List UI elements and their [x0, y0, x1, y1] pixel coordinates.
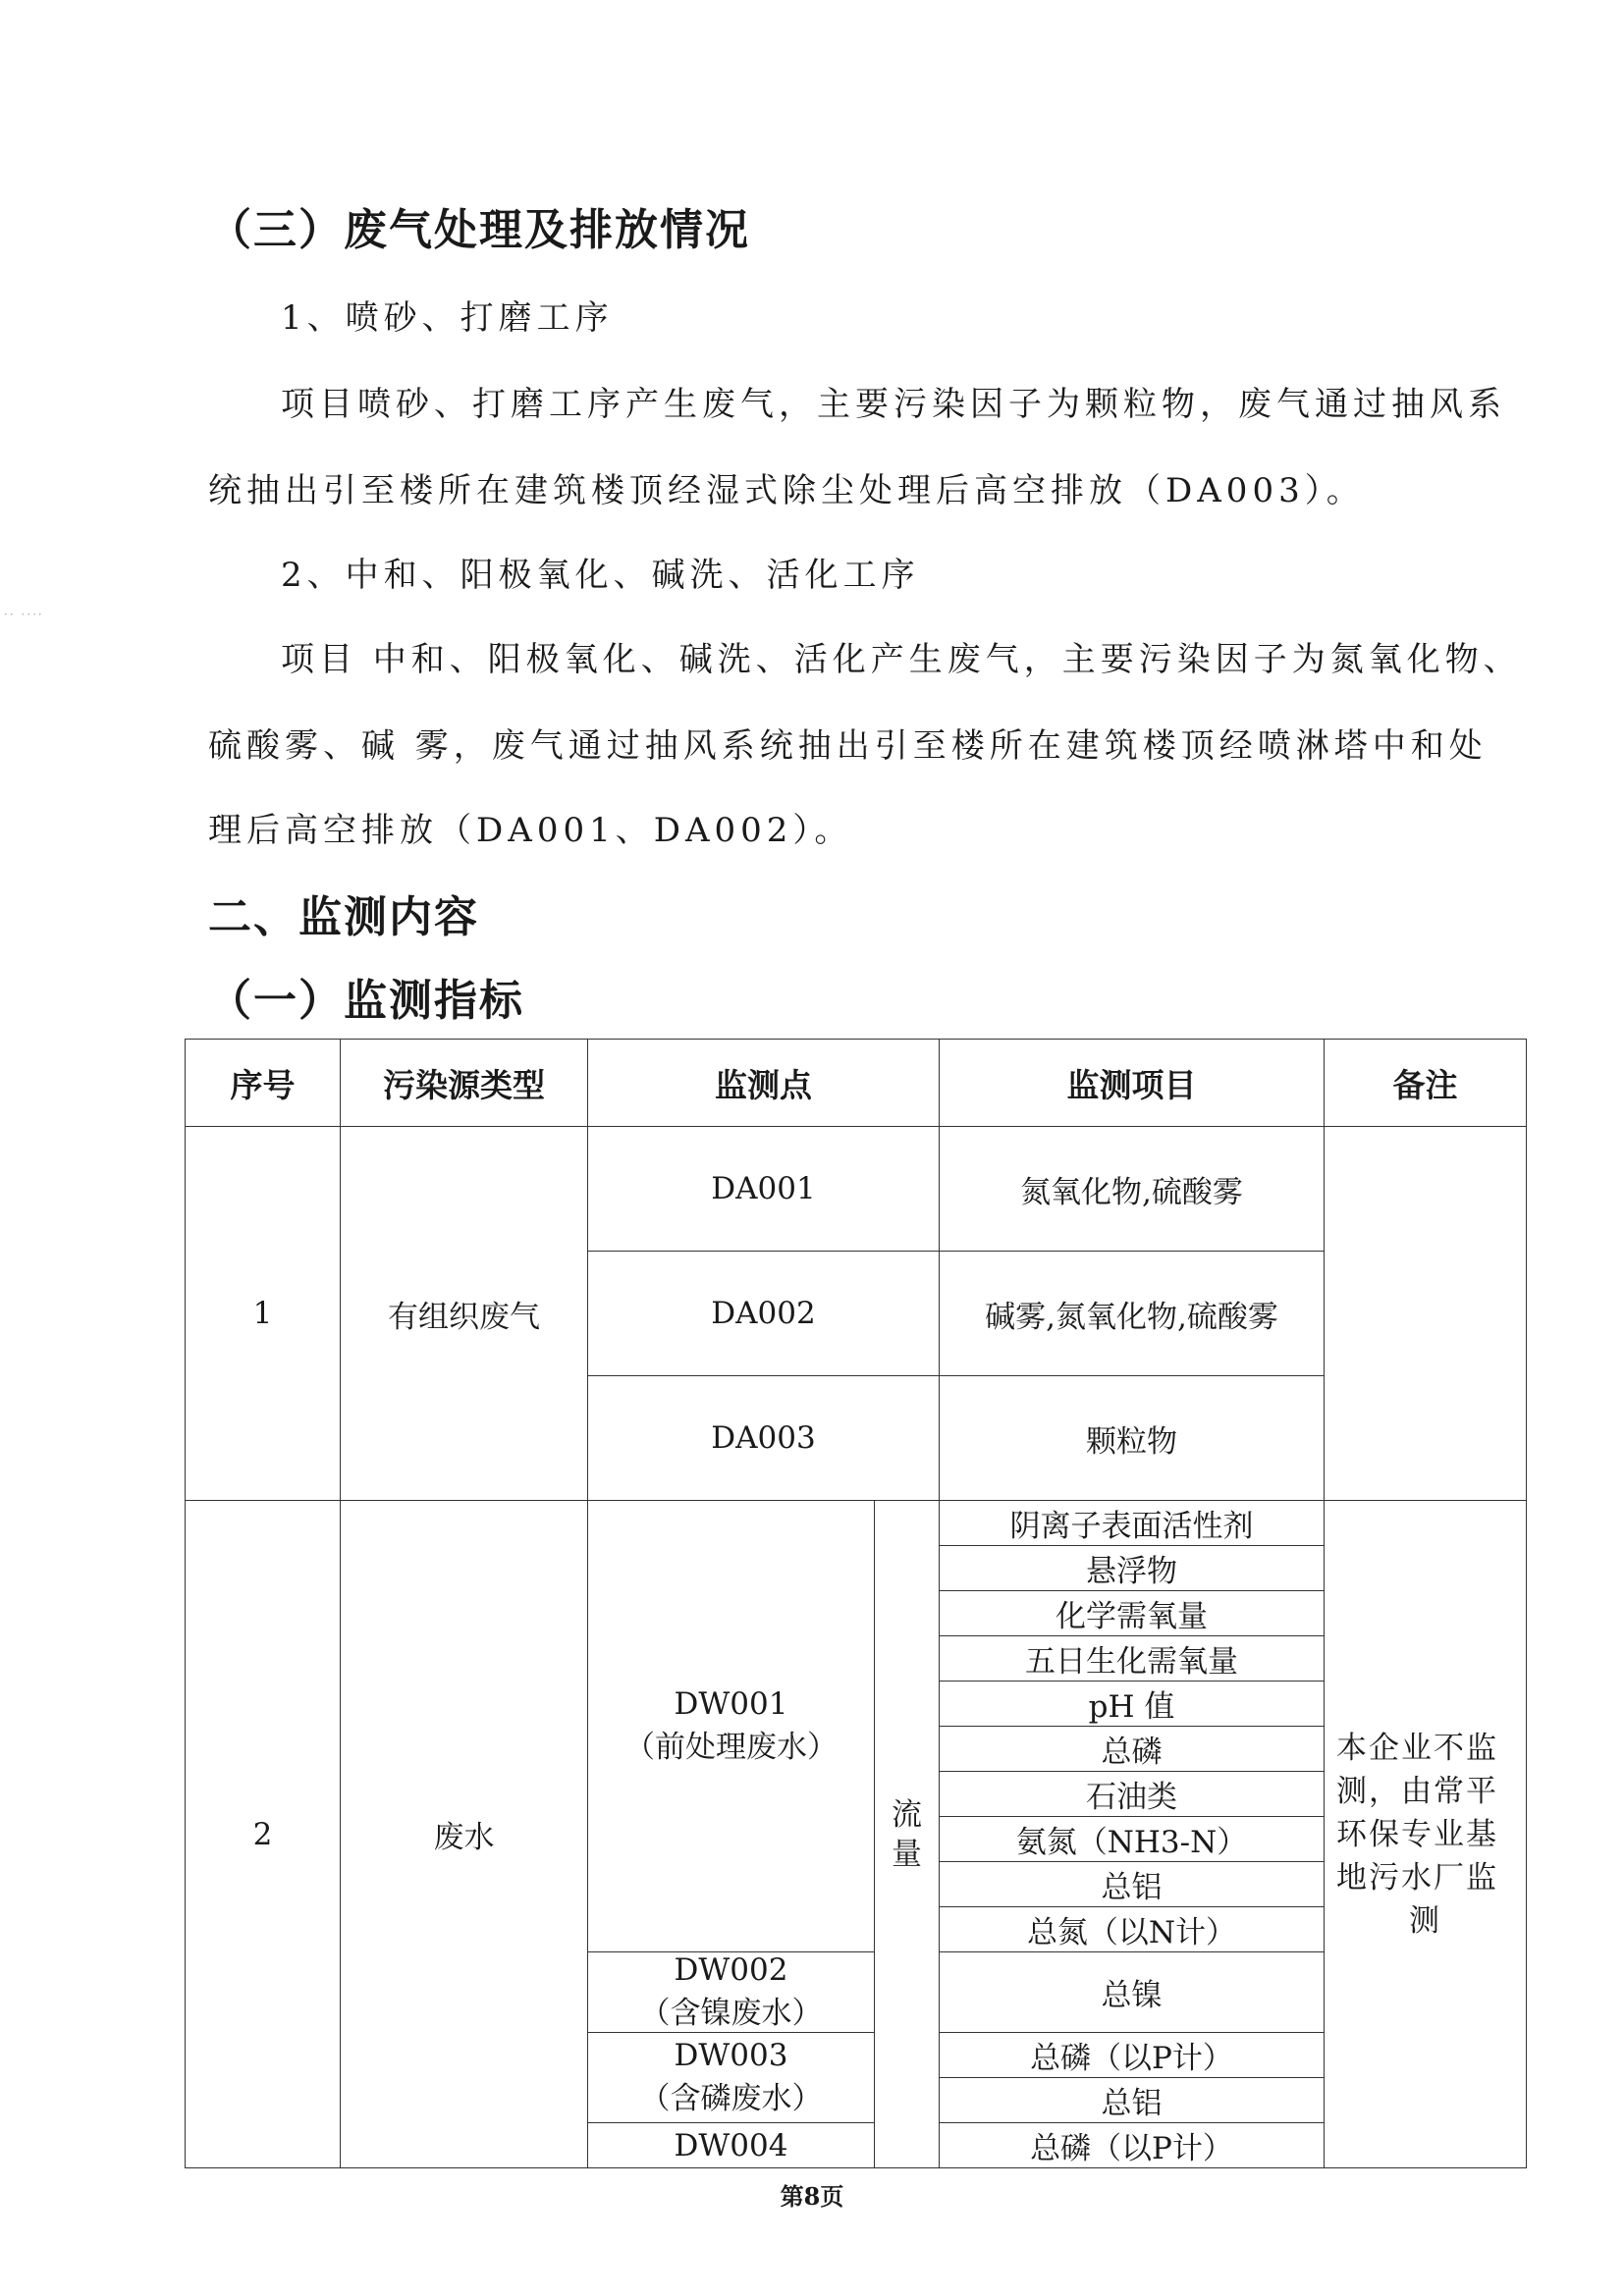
header-item: 监测项目	[940, 1040, 1325, 1127]
flow-label-1: 流	[892, 1796, 922, 1833]
table-header-row	[186, 1040, 1527, 1127]
items-da001: 氮氧化物,硫酸雾	[940, 1127, 1325, 1252]
header-no: 序号	[186, 1040, 341, 1127]
row1-type: 有组织废气	[341, 1127, 588, 1501]
item-dw003-0: 总磷（以P计）	[940, 2033, 1325, 2078]
item-dw001-9: 总氮（以N计）	[940, 1907, 1325, 1952]
point-da002: DA002	[588, 1252, 940, 1376]
header-remark: 备注	[1325, 1040, 1527, 1127]
item-dw001-8: 总铝	[940, 1862, 1325, 1907]
item-dw002: 总镍	[940, 1952, 1325, 2033]
header-point: 监测点	[588, 1040, 940, 1127]
item-dw003-1: 总铝	[940, 2078, 1325, 2123]
item-dw001-0: 阴离子表面活性剂	[940, 1501, 1325, 1546]
items-da003: 颗粒物	[940, 1376, 1325, 1501]
remark-line-3: 环保专业基	[1336, 1816, 1498, 1852]
header-source-type: 污染源类型	[341, 1040, 588, 1127]
item-dw001-1: 悬浮物	[940, 1546, 1325, 1591]
paragraph-2-line-1: 项目 中和、阳极氧化、碱洗、活化产生废气，主要污染因子为氮氧化物、	[281, 640, 1522, 679]
point-dw004: DW004	[588, 2123, 875, 2168]
flow-cell	[875, 1501, 940, 2168]
row2-remark	[1325, 1501, 1527, 2168]
point-dw002	[588, 1952, 875, 2033]
paragraph-2-line-2: 硫酸雾、碱 雾，废气通过抽风系统抽出引至楼所在建筑楼顶经喷淋塔中和处	[208, 726, 1488, 766]
remark-line-2: 测，由常平	[1336, 1773, 1498, 1809]
point-da003: DA003	[588, 1376, 940, 1501]
item-dw001-2: 化学需氧量	[940, 1591, 1325, 1636]
remark-line-4: 地污水厂监	[1336, 1859, 1498, 1896]
point-dw003	[588, 2033, 875, 2123]
subsection-title-2: 2、中和、阳极氧化、碱洗、活化工序	[281, 556, 920, 595]
remark-line-5: 测	[1409, 1902, 1441, 1939]
item-dw004: 总磷（以P计）	[940, 2123, 1325, 2168]
point-dw003-desc: （含磷废水）	[639, 2081, 823, 2116]
section-title-indicators: （一）监测指标	[208, 976, 524, 1026]
paragraph-1-line-1: 项目喷砂、打磨工序产生废气，主要污染因子为颗粒物，废气通过抽风系	[281, 385, 1506, 424]
point-dw001	[588, 1501, 875, 1952]
paragraph-2-line-3: 理后高空排放（DA001、DA002）。	[208, 811, 853, 850]
table-row	[186, 1127, 1527, 1252]
item-dw001-5: 总磷	[940, 1727, 1325, 1772]
item-dw001-4: pH 值	[940, 1682, 1325, 1727]
items-da002: 碱雾,氮氧化物,硫酸雾	[940, 1252, 1325, 1376]
point-dw001-code: DW001	[674, 1686, 788, 1722]
section-title-exhaust: （三）废气处理及排放情况	[208, 205, 750, 255]
flow-label-2: 量	[892, 1836, 922, 1872]
item-dw001-7: 氨氮（NH3-N）	[940, 1817, 1325, 1862]
point-dw001-desc: （前处理废水）	[624, 1730, 838, 1765]
row1-no: 1	[186, 1127, 341, 1501]
paragraph-1-line-2: 统抽出引至楼所在建筑楼顶经湿式除尘处理后高空排放（DA003）。	[208, 471, 1365, 510]
table-row	[186, 1501, 1527, 1546]
section-title-monitoring: 二、监测内容	[208, 892, 479, 942]
subsection-title-1: 1、喷砂、打磨工序	[281, 298, 614, 338]
page-number: 第8页	[780, 2182, 844, 2211]
row2-type: 废水	[341, 1501, 588, 2168]
point-dw003-code: DW003	[674, 2038, 788, 2073]
scan-mark: ·· ····	[4, 608, 44, 621]
item-dw001-6: 石油类	[940, 1772, 1325, 1817]
point-da001: DA001	[588, 1127, 940, 1252]
monitoring-table	[185, 1039, 1527, 2168]
row2-no: 2	[186, 1501, 341, 2168]
remark-line-1: 本企业不监	[1336, 1730, 1498, 1766]
item-dw001-3: 五日生化需氧量	[940, 1636, 1325, 1682]
row1-remark	[1325, 1127, 1527, 1501]
point-dw002-code: DW002	[674, 1952, 788, 1988]
point-dw002-desc: （含镍废水）	[639, 1996, 823, 2031]
